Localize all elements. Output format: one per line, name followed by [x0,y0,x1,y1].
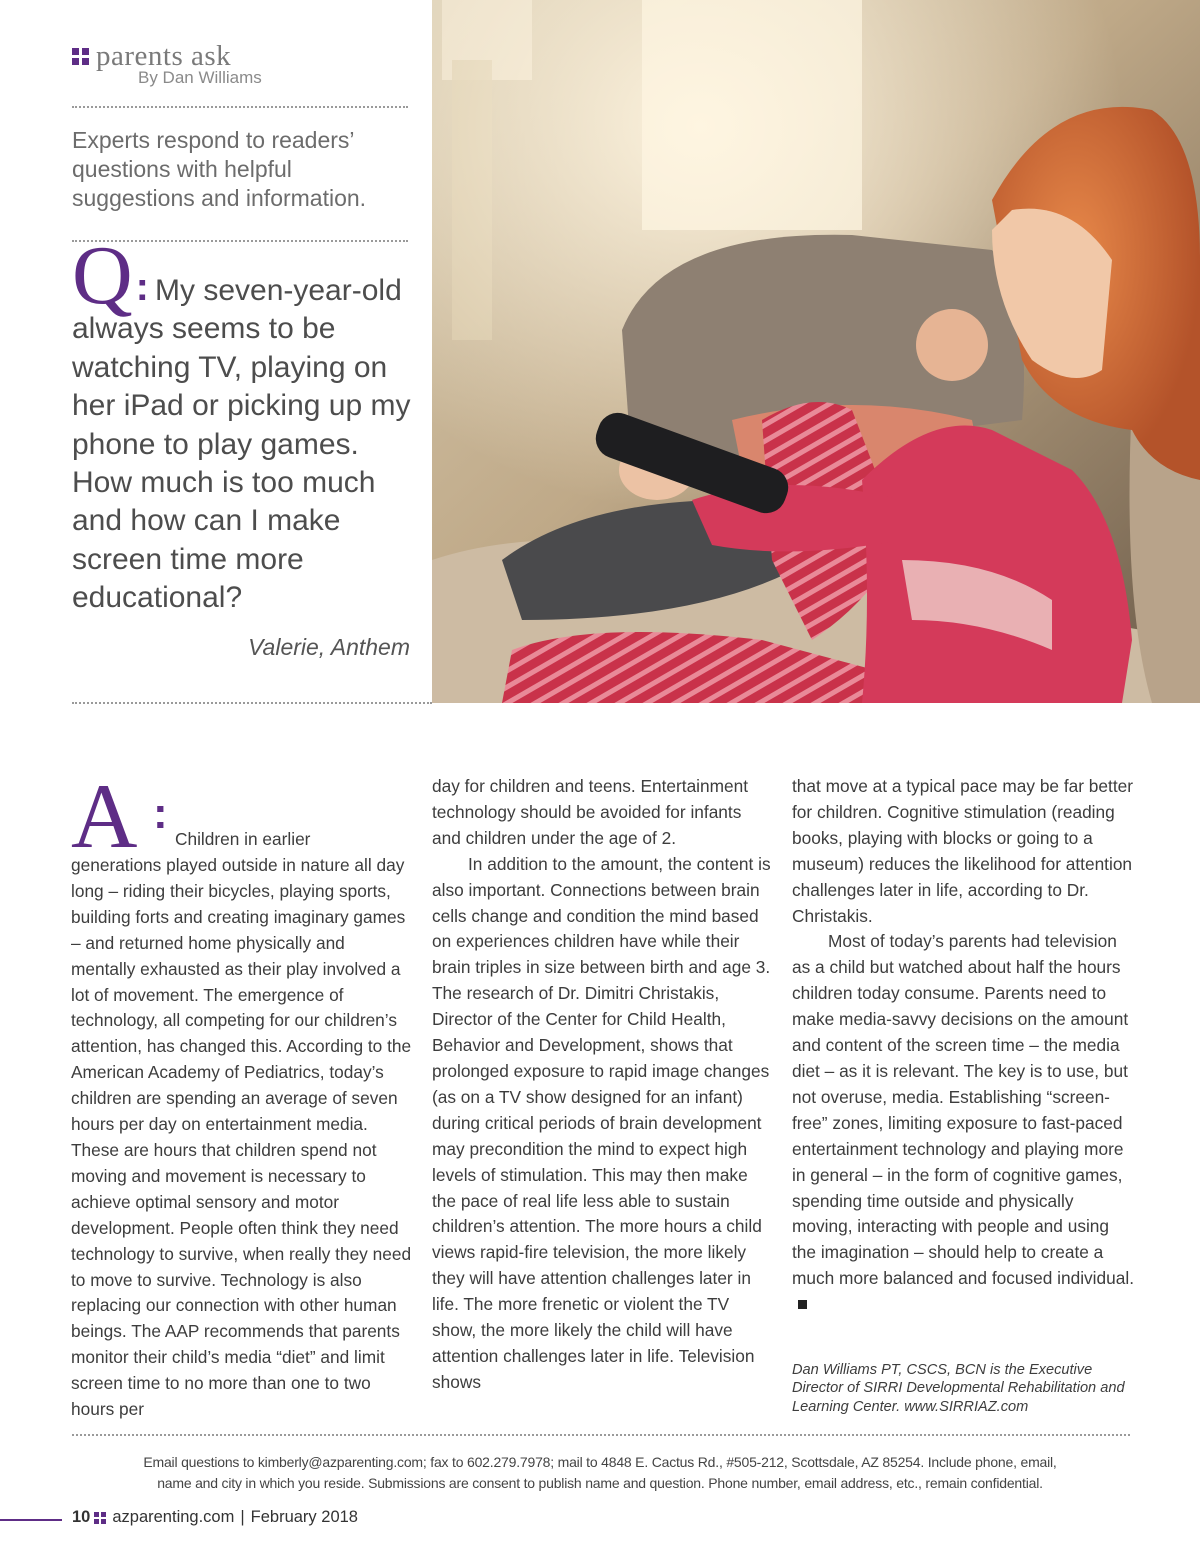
author-bio: Dan Williams PT, CSCS, BCN is the Executive Director of SIRRI Developmental Rehabilitation and Learning Center. www.SIRRIAZ.com [792,1362,1125,1415]
grid-squares-icon [94,1512,106,1524]
section-title: parents ask [96,40,232,72]
answer-paragraph: generations played outside in nature all day long – riding their bicycles, playing sports, building forts and creating imaginary games – and returned home physically and mentally exhausted as their play involved a lot of movement. The emergence of technology, all competing for our children’s attention, has changed this. According to the American Academy of Pediatrics, today’s children are spending an average of seven hours per day on entertainment media. These are hours that children spend not moving and movement is necessary to achieve optimal sensory and motor development. People often think they need technology to survive, when really they need to move to survive. Technology is also replacing our connection with other human beings. The AAP recommends that parents monitor their child’s media “diet” and limit screen time to no more than one to two hours per [71,855,412,1420]
answer-column-2 [432,774,774,1396]
submission-info [120,1452,1080,1493]
folio-separator: | [240,1508,245,1526]
submission-line: Email questions to kimberly@azparenting.com; fax to 602.279.7978; mail to 4848 E. Cactus Rd., #505-212, Scottsdale, AZ 85254. Include phone, email, [143,1454,1057,1470]
page-number: 10 [72,1508,91,1526]
answer-paragraph [792,929,1134,1318]
grid-squares-icon [72,48,89,65]
answer-first-words: Children in earlier [175,829,311,849]
answer-dropcap: A [71,765,138,867]
site-name: azparenting.com [112,1508,235,1526]
answer-colon: : [153,789,168,838]
answer-paragraph: day for children and teens. Entertainment technology should be avoided for infants and children under the age of 2. [432,776,749,848]
answer-paragraph: In addition to the amount, the content is also important. Connections between brain cells change and condition the mind based on experiences children have while their brain triples in size between birth and age 3. The research of Dr. Dimitri Christakis, Director of the Center for Child Health, Behavior and Development, shows that prolonged exposure to rapid image changes (as on a TV show designed for an infant) during critical periods of brain development may precondition the mind to expect high levels of stimulation. This may then make the pace of real life less able to sustain children’s attention. The more hours a child views rapid-fire television, the more likely they will have attention challenges later in life. The more frenetic or violent the TV show, the more likely the child will have attention challenges later in life. Television shows [432,853,771,1392]
page-folio [72,1508,358,1527]
photo-girl-watching-tv-icon [432,0,1200,703]
submission-line: name and city in which you reside. Submissions are consent to publish name and question. Phone number, email address, etc., remain confidential. [157,1474,1043,1491]
answer-column-1 [71,765,413,1423]
answer-paragraph: that move at a typical pace may be far better for children. Cognitive stimulation (reading books, playing with blocks or going to a museum) reduces the likelihood for attention challenges later in life, according to Dr. Christakis. [792,776,1134,926]
divider [72,702,432,704]
question-colon: : [135,265,149,309]
hero-photo [432,0,1200,703]
intro-text: Experts respond to readers’ questions with helpful suggestions and information. [72,127,367,211]
answer-dropcap-block [71,765,413,867]
divider [72,1434,1130,1436]
divider [72,106,408,108]
answer-column-3 [792,774,1134,1318]
issue-date: February 2018 [250,1508,358,1526]
question-text: My seven-year-old always seems to be watching TV, playing on her iPad or picking up my phone to play games. How much is too much and how can I make screen time more educational? [72,274,411,615]
byline: By Dan Williams [138,68,262,87]
footer-rule [0,1519,62,1521]
question-asker: Valerie, Anthem [248,634,410,660]
question-dropcap: Q [72,229,133,322]
question-block [72,229,412,618]
answer-closing-text: Most of today’s parents had television as a child but watched about half the hours children today consume. Parents need to make media-savvy decisions on the amount and content of the screen time – the media diet – as it is relevant. The key is to use, but not overuse, media. Establishing “screen-free” zones, limiting exposure to fast-paced entertainment technology and playing more in general – in the form of cognitive games, spending time outside and physically moving, interacting with people and using the imagination – should help to create a much more balanced and focused individual. [792,931,1134,1289]
end-mark-icon [798,1300,807,1309]
